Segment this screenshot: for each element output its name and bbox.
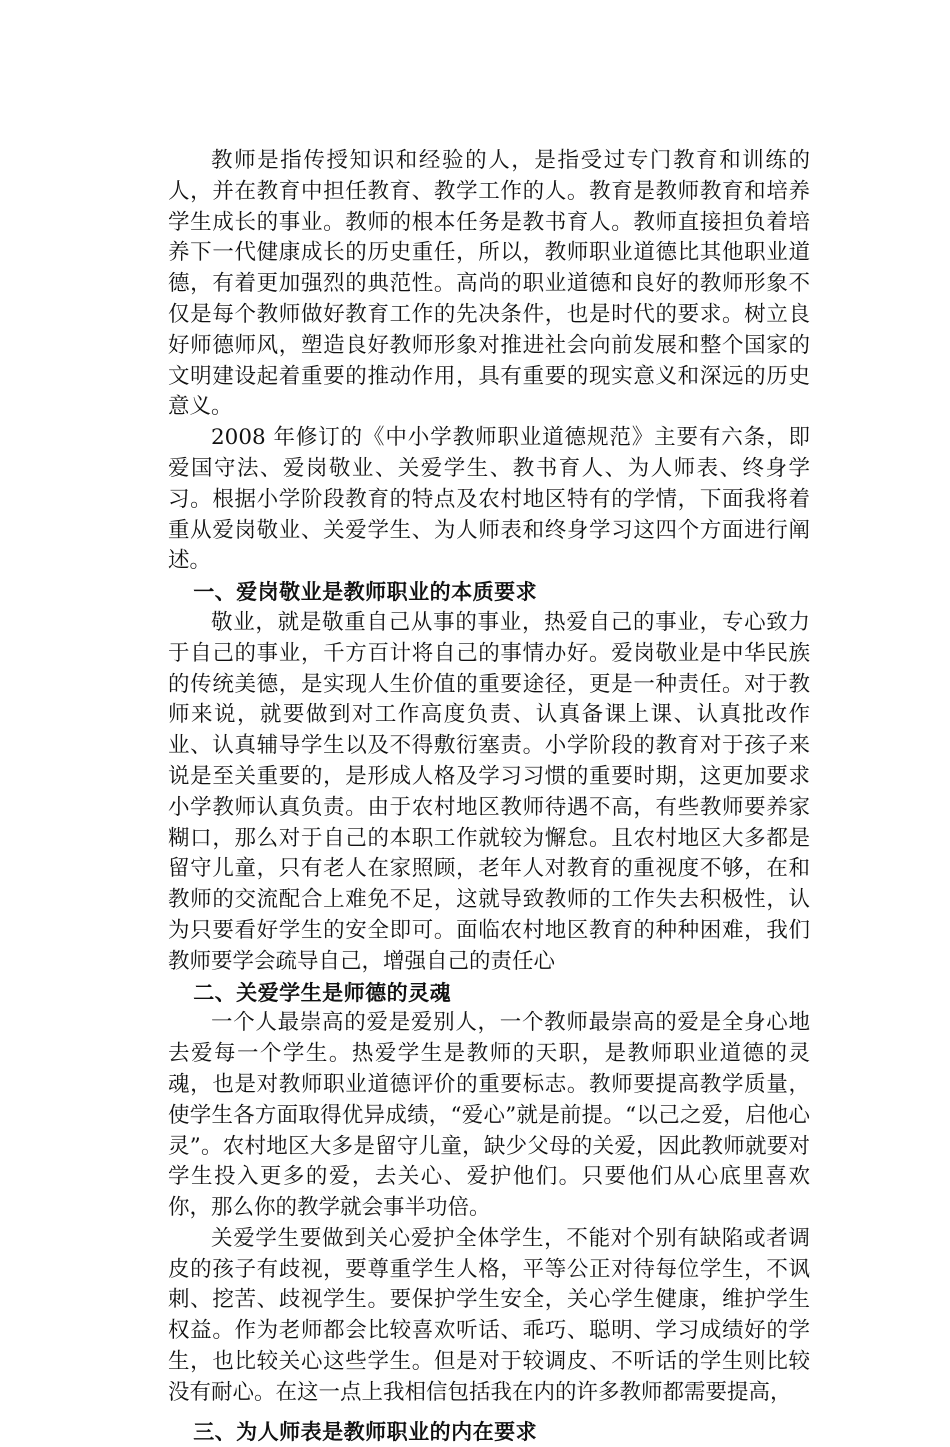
paragraph-dedication: 敬业，就是敬重自己从事的事业，热爱自己的事业，专心致力于自己的事业，千方百计将自己的事情办好。爱岗敬业是中华民族的传统美德，是实现人生价值的重要途径，更是一种责任。对于教师来说，就要做到对工作高度负责、认真备课上课、认真批改作业、认真辅导学生以及不得敷衍塞责。小学阶段的教育对于孩子来说是至关重要的，是形成人格及学习习惯的重要时期，这更加要求小学教师认真负责。由于农村地区教师待遇不高，有些教师要养家糊口，那么对于自己的本职工作就较为懈怠。且农村地区大多都是留守儿童，只有老人在家照顾，老年人对教育的重视度不够，在和教师的交流配合上难免不足，这就导致教师的工作失去积极性，认为只要看好学生的安全即可。面临农村地区教育的种种困难，我们教师要学会疏导自己，增强自己的责任心 <box>168 609 810 974</box>
paragraph-norms: 2008 年修订的《中小学教师职业道德规范》主要有六条，即爱国守法、爱岗敬业、关爱学生、教书育人、为人师表、终身学习。根据小学阶段教育的特点及农村地区特有的学情，下面我将着重从爱岗敬业、关爱学生、为人师表和终身学习这四个方面进行阐述。 <box>168 425 810 574</box>
document-body <box>168 146 810 1447</box>
section-heading-2: 二、关爱学生是师德的灵魂 <box>193 980 452 1005</box>
section-heading-1: 一、爱岗敬业是教师职业的本质要求 <box>193 580 538 605</box>
paragraph-care-all: 关爱学生要做到关心爱护全体学生，不能对个别有缺陷或者调皮的孩子有歧视，要尊重学生人格，平等公正对待每位学生，不讽刺、挖苦、歧视学生。要保护学生安全，关心学生健康，维护学生权益。作为老师都会比较喜欢听话、乖巧、聪明、学习成绩好的学生，也比较关心这些学生。但是对于较调皮、不听话的学生则比较没有耐心。在这一点上我相信包括我在内的许多教师都需要提高， <box>168 1225 810 1405</box>
section-heading-3: 三、为人师表是教师职业的内在要求 <box>193 1419 538 1444</box>
paragraph-care-students: 一个人最崇高的爱是爱别人，一个教师最崇高的爱是全身心地去爱每一个学生。热爱学生是教师的天职，是教师职业道德的灵魂，也是对教师职业道德评价的重要标志。教师要提高教学质量，使学生各方面取得优异成绩，“爱心”就是前提。“以己之爱，启他心灵”。农村地区大多是留守儿童，缺少父母的关爱，因此教师就要对学生投入更多的爱，去关心、爱护他们。只要他们从心底里喜欢你，那么你的教学就会事半功倍。 <box>168 1010 810 1221</box>
paragraph-intro: 教师是指传授知识和经验的人，是指受过专门教育和训练的人，并在教育中担任教育、教学工作的人。教育是教师教育和培养学生成长的事业。教师的根本任务是教书育人。教师直接担负着培养下一代健康成长的历史重任，所以，教师职业道德比其他职业道德，有着更加强烈的典范性。高尚的职业道德和良好的教师形象不仅是每个教师做好教育工作的先决条件，也是时代的要求。树立良好师德师风，塑造良好教师形象对推进社会向前发展和整个国家的文明建设起着重要的推动作用，具有重要的现实意义和深远的历史意义。 <box>168 148 810 420</box>
